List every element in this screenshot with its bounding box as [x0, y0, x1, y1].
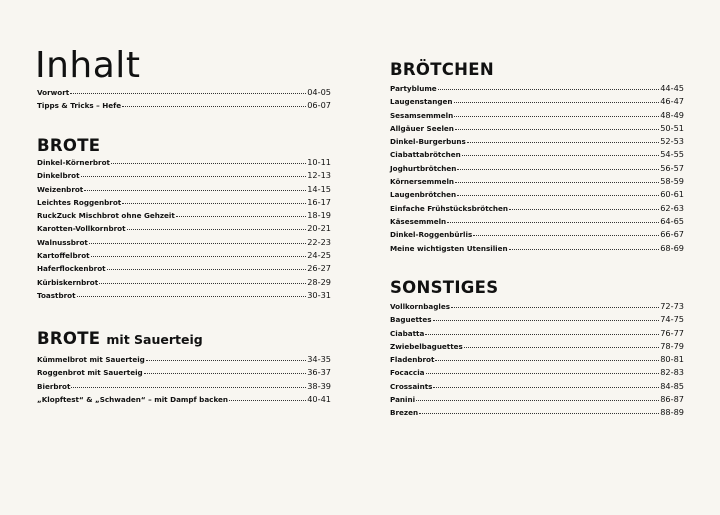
dot-leader — [473, 227, 659, 236]
toc-entry-pages: 44-45 — [660, 83, 684, 93]
toc-entry-pages: 50-51 — [660, 122, 684, 133]
section-heading-sauerteig-text: BROTE — [37, 329, 101, 348]
toc-entry-label: Karotten-Vollkornbrot — [37, 224, 126, 234]
toc-entry[interactable] — [390, 313, 684, 326]
toc-entry-label: Weizenbrot — [37, 184, 84, 194]
toc-entry-label: Dinkel-Roggenbürlis — [390, 230, 473, 240]
dot-leader — [176, 208, 306, 217]
toc-entry[interactable] — [37, 222, 331, 235]
toc-entry-pages: 72-73 — [660, 301, 684, 311]
toc-entry-pages: 26-27 — [307, 263, 331, 274]
toc-entry-pages: 34-35 — [307, 354, 331, 364]
dot-leader — [71, 379, 306, 388]
toc-entry-label: Toastbrot — [37, 290, 76, 300]
dot-leader — [433, 379, 659, 388]
section-heading-sauerteig — [37, 331, 203, 348]
dot-leader — [229, 392, 306, 401]
toc-entry[interactable] — [390, 148, 684, 161]
toc-entry-pages: 60-61 — [660, 189, 684, 200]
toc-entry-pages: 38-39 — [307, 380, 331, 391]
toc-entry-pages: 88-89 — [660, 407, 684, 418]
section-heading-brote — [37, 138, 100, 155]
toc-entry[interactable] — [37, 156, 331, 169]
toc-entry[interactable] — [390, 380, 684, 393]
toc-entry[interactable] — [37, 99, 331, 112]
dot-leader — [451, 299, 659, 308]
toc-entry[interactable] — [37, 262, 331, 275]
page-title: Inhalt — [35, 45, 141, 86]
dot-leader — [438, 81, 660, 90]
sauerteig-list — [37, 353, 331, 406]
dot-leader — [91, 248, 307, 257]
toc-entry-pages: 62-63 — [660, 202, 684, 213]
toc-entry-pages: 30-31 — [307, 289, 331, 300]
toc-entry[interactable] — [390, 393, 684, 406]
toc-entry[interactable] — [37, 380, 331, 393]
toc-entry-pages: 14-15 — [307, 183, 331, 194]
toc-entry-pages: 84-85 — [660, 380, 684, 391]
toc-entry[interactable] — [37, 249, 331, 262]
dot-leader — [509, 241, 660, 250]
dot-leader — [416, 392, 659, 401]
toc-entry-label: Vorwort — [37, 88, 70, 97]
dot-leader — [426, 365, 660, 374]
toc-entry-label: Haferflockenbrot — [37, 264, 106, 274]
toc-entry[interactable] — [390, 406, 684, 419]
toc-entry[interactable] — [390, 95, 684, 108]
toc-entry-pages: 56-57 — [660, 162, 684, 173]
toc-entry-label: Sesamsemmeln — [390, 110, 454, 120]
toc-entry-pages: 66-67 — [660, 229, 684, 240]
dot-leader — [457, 161, 659, 170]
brote-list — [37, 156, 331, 302]
toc-entry[interactable] — [37, 289, 331, 302]
toc-entry[interactable] — [37, 276, 331, 289]
toc-entry-pages: 10-11 — [307, 157, 331, 167]
dot-leader — [419, 405, 659, 414]
toc-entry-pages: 20-21 — [307, 223, 331, 234]
toc-entry-pages: 18-19 — [307, 210, 331, 221]
toc-entry-pages: 40-41 — [307, 393, 331, 404]
dot-leader — [425, 326, 659, 335]
toc-entry-label: Roggenbrot mit Sauerteig — [37, 368, 143, 378]
dot-leader — [89, 235, 306, 244]
toc-entry[interactable] — [390, 122, 684, 135]
toc-entry[interactable] — [390, 175, 684, 188]
dot-leader — [77, 288, 307, 297]
dot-leader — [99, 275, 306, 284]
toc-entry[interactable] — [390, 300, 684, 313]
toc-entry-pages: 76-77 — [660, 327, 684, 338]
intro-list — [37, 86, 331, 113]
toc-entry[interactable] — [390, 162, 684, 175]
dot-leader — [81, 168, 307, 177]
toc-entry-label: Tipps & Tricks – Hefe — [37, 101, 122, 111]
dot-leader — [111, 155, 306, 164]
toc-entry-label: Körnersemmeln — [390, 177, 455, 187]
toc-entry-label: Laugenstangen — [390, 97, 453, 107]
toc-entry-pages: 82-83 — [660, 367, 684, 378]
toc-entry-pages: 24-25 — [307, 250, 331, 261]
dot-leader — [107, 261, 307, 270]
toc-entry-pages: 16-17 — [307, 196, 331, 207]
section-heading-broetchen — [390, 62, 494, 79]
broetchen-list — [390, 82, 684, 255]
toc-entry-label: Käsesemmeln — [390, 216, 447, 226]
dot-leader — [509, 201, 659, 210]
toc-entry-pages: 46-47 — [660, 96, 684, 107]
toc-entry-pages: 22-23 — [307, 236, 331, 247]
section-subheading-sauerteig: mit Sauerteig — [106, 332, 203, 347]
dot-leader — [454, 94, 660, 103]
toc-entry-pages: 64-65 — [660, 215, 684, 226]
toc-entry-pages: 74-75 — [660, 314, 684, 325]
toc-entry[interactable] — [37, 196, 331, 209]
toc-entry-label: Joghurtbrötchen — [390, 163, 457, 173]
toc-entry-label: Walnussbrot — [37, 237, 88, 247]
toc-entry-pages: 52-53 — [660, 136, 684, 147]
toc-entry-label: Baguettes — [390, 315, 432, 325]
toc-entry[interactable] — [37, 353, 331, 366]
section-heading-broetchen-text: BRÖTCHEN — [390, 60, 494, 79]
toc-entry-label: Fladenbrot — [390, 355, 435, 365]
toc-entry[interactable] — [390, 366, 684, 379]
toc-entry[interactable] — [37, 236, 331, 249]
toc-entry[interactable] — [390, 353, 684, 366]
toc-entry-pages: 28-29 — [307, 276, 331, 287]
toc-entry[interactable] — [390, 188, 684, 201]
section-heading-sonstiges — [390, 280, 498, 297]
toc-entry-pages: 68-69 — [660, 242, 684, 253]
toc-entry-pages: 58-59 — [660, 176, 684, 187]
toc-entry-label: Kürbiskernbrot — [37, 277, 99, 287]
toc-entry-label: Focaccia — [390, 368, 425, 378]
toc-entry[interactable] — [390, 228, 684, 241]
toc-entry[interactable] — [390, 215, 684, 228]
dot-leader — [84, 182, 306, 191]
toc-entry[interactable] — [390, 340, 684, 353]
toc-entry[interactable] — [37, 86, 331, 99]
toc-entry-pages: 04-05 — [307, 87, 331, 97]
dot-leader — [127, 221, 307, 230]
toc-entry-label: „Klopftest“ & „Schwaden“ – mit Dampf backen — [37, 394, 229, 404]
toc-entry-label: Crossaints — [390, 381, 433, 391]
toc-entry-pages: 06-07 — [307, 100, 331, 111]
toc-entry-label: Brezen — [390, 408, 419, 418]
dot-leader — [433, 312, 660, 321]
toc-entry-label: Bierbrot — [37, 381, 71, 391]
toc-entry[interactable] — [390, 327, 684, 340]
toc-entry-pages: 78-79 — [660, 340, 684, 351]
dot-leader — [144, 365, 307, 374]
dot-leader — [455, 121, 659, 130]
section-heading-brote-text: BROTE — [37, 136, 101, 155]
toc-entry-label: Laugenbrötchen — [390, 190, 457, 200]
dot-leader — [447, 214, 659, 223]
toc-entry-pages: 48-49 — [660, 109, 684, 120]
toc-entry-label: Kartoffelbrot — [37, 251, 90, 261]
toc-entry-label: Meine wichtigsten Utensilien — [390, 243, 508, 253]
toc-entry[interactable] — [390, 202, 684, 215]
toc-entry-label: Dinkelbrot — [37, 171, 80, 181]
toc-entry-pages: 86-87 — [660, 394, 684, 405]
dot-leader — [70, 85, 306, 94]
toc-entry-pages: 80-81 — [660, 354, 684, 365]
dot-leader — [462, 147, 659, 156]
toc-entry-label: Vollkornbagles — [390, 302, 450, 311]
toc-entry[interactable] — [390, 82, 684, 95]
dot-leader — [454, 108, 659, 117]
toc-entry-label: Zwiebelbaguettes — [390, 341, 463, 351]
toc-entry-label: RuckZuck Mischbrot ohne Gehzeit — [37, 211, 175, 221]
dot-leader — [122, 98, 306, 107]
dot-leader — [464, 339, 659, 348]
toc-entry[interactable] — [37, 366, 331, 379]
toc-entry[interactable] — [37, 393, 331, 406]
dot-leader — [435, 352, 659, 361]
dot-leader — [457, 187, 659, 196]
toc-entry-label: Kümmelbrot mit Sauerteig — [37, 355, 145, 364]
dot-leader — [467, 134, 659, 143]
toc-entry-label: Ciabatta — [390, 328, 425, 338]
toc-entry-label: Einfache Frühstücksbrötchen — [390, 203, 509, 213]
toc-entry-label: Dinkel-Burgerbuns — [390, 137, 466, 147]
toc-entry-label: Allgäuer Seelen — [390, 123, 454, 133]
toc-entry-pages: 12-13 — [307, 170, 331, 181]
toc-entry-pages: 36-37 — [307, 367, 331, 378]
toc-entry-label: Leichtes Roggenbrot — [37, 197, 122, 207]
dot-leader — [122, 195, 306, 204]
toc-entry[interactable] — [37, 169, 331, 182]
toc-entry[interactable] — [37, 209, 331, 222]
sonstiges-list — [390, 300, 684, 420]
dot-leader — [146, 352, 306, 361]
toc-entry[interactable] — [390, 109, 684, 122]
toc-entry-label: Panini — [390, 395, 416, 405]
toc-entry[interactable] — [390, 242, 684, 255]
toc-entry-pages: 54-55 — [660, 149, 684, 160]
dot-leader — [455, 174, 659, 183]
section-heading-sonstiges-text: SONSTIGES — [390, 278, 499, 297]
toc-entry[interactable] — [37, 183, 331, 196]
toc-entry-label: Ciabattabrötchen — [390, 150, 461, 160]
toc-entry[interactable] — [390, 135, 684, 148]
toc-entry-label: Dinkel-Körnerbrot — [37, 158, 110, 167]
toc-entry-label: Partyblume — [390, 84, 437, 93]
